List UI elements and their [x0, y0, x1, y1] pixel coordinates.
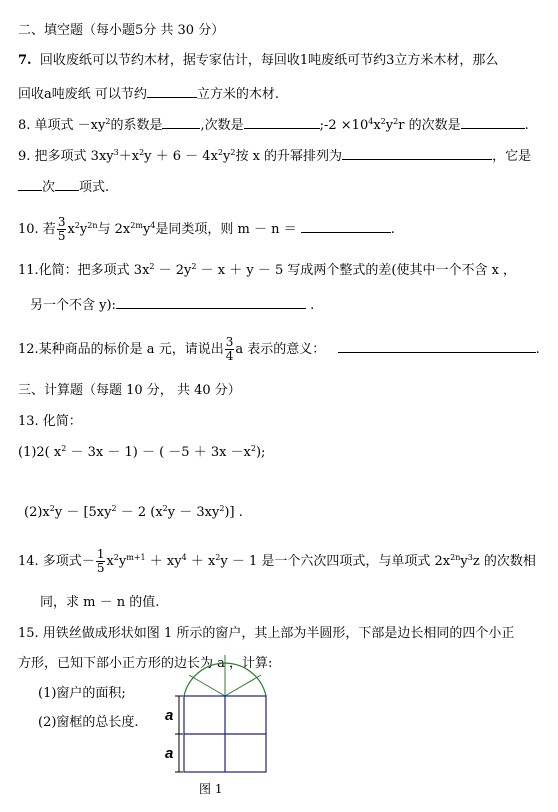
- answer-blank[interactable]: [55, 176, 79, 191]
- window-spoke-right: [225, 675, 261, 696]
- question-15-part-2: (2)窗框的总长度.: [38, 715, 139, 730]
- section-heading-calculation: 三、计算题（每题 10 分， 共 40 分）: [18, 383, 241, 398]
- answer-blank[interactable]: [116, 294, 306, 309]
- question-8: 8. 单项式 $-xy^2$的系数是 ,次数是 ;-2 $\times 10^4x^2y^2r$ 的次数是 .: [18, 114, 529, 135]
- question-13-part-1: (1)2( $x^2 - 3x - 1$) － ( $-5 + 3x -x^2$);: [18, 444, 266, 460]
- dimension-label-a-bottom: a: [165, 745, 174, 762]
- question-13-title: 13. 化简：: [18, 414, 82, 429]
- figure-caption: 图 1: [199, 782, 223, 796]
- answer-blank[interactable]: [147, 83, 197, 98]
- answer-blank[interactable]: [342, 145, 492, 160]
- fraction-three-fifths: $\frac{3}{5}$: [57, 215, 66, 243]
- question-7-line-2: 回收a吨废纸 可以节约 立方米的木材.: [18, 83, 279, 104]
- question-7-line-1: 7. 回收废纸可以节约木材，据专家估计，每回收1吨废纸可节约3立方米木材，那么: [18, 53, 499, 68]
- question-10: 10. 若 $\frac{3}{5}$ $x^2y^{2n}$与 $2x^{2m}y^4$是同类项，则 m － n ＝ .: [18, 215, 395, 243]
- question-11-line-1: 11.化简：把多项式 $3x^2 - 2y^2 - x + y - 5$ 写成两个整式的差(使其中一个不含 x ，: [18, 262, 517, 278]
- answer-blank[interactable]: [461, 114, 525, 129]
- window-spoke-left: [189, 675, 225, 696]
- dimension-label-a-top: a: [165, 707, 174, 724]
- question-12: 12.某种商品的标价是 a 元，请说出 $\frac{3}{4}$ a 表示的意义： .: [18, 335, 540, 363]
- fraction-three-quarters: $\frac{3}{4}$: [225, 335, 234, 363]
- window-figure: [160, 655, 272, 777]
- answer-blank[interactable]: [338, 338, 536, 353]
- answer-blank[interactable]: [244, 114, 320, 129]
- fraction-one-fifth: $\frac{1}{5}$: [96, 547, 105, 575]
- answer-blank[interactable]: [162, 114, 200, 129]
- question-9-line-2: 次 项式.: [18, 176, 109, 197]
- question-14-line-1: 14. 多项式－ $\frac{1}{5}$ $x^2y^{m+1} + xy^4 + x^2y - 1$ 是一个六次四项式，与单项式 $2x^{2n}y^3z$ 的次数相: [18, 547, 536, 575]
- question-15-part-1: (1)窗户的面积;: [38, 686, 126, 701]
- answer-blank[interactable]: [301, 218, 391, 233]
- question-14-line-2: 同，求 m － n 的值.: [40, 595, 160, 610]
- question-15-line-1: 15. 用铁丝做成形状如图 1 所示的窗户，其上部为半圆形，下部是边长相同的四个小正: [18, 626, 515, 641]
- question-11-line-2: 另一个不含 y): .: [30, 294, 314, 315]
- answer-blank[interactable]: [18, 176, 42, 191]
- question-13-part-2: $(2)x^2y - [5xy^2 - 2$ $(x^2y - 3xy^2)$] .: [24, 504, 243, 520]
- question-15-line-2: 方形，已知下部小正方形的边长为 a ，计算:: [18, 656, 273, 671]
- question-9-line-1: 9. 把多项式 $3xy^3+x^2y + 6 - 4x^2y^2$按 x 的升幂排列为 ，它是: [18, 145, 531, 166]
- section-heading-fill-in: 二、填空题（每小题5分 共 30 分）: [18, 23, 225, 38]
